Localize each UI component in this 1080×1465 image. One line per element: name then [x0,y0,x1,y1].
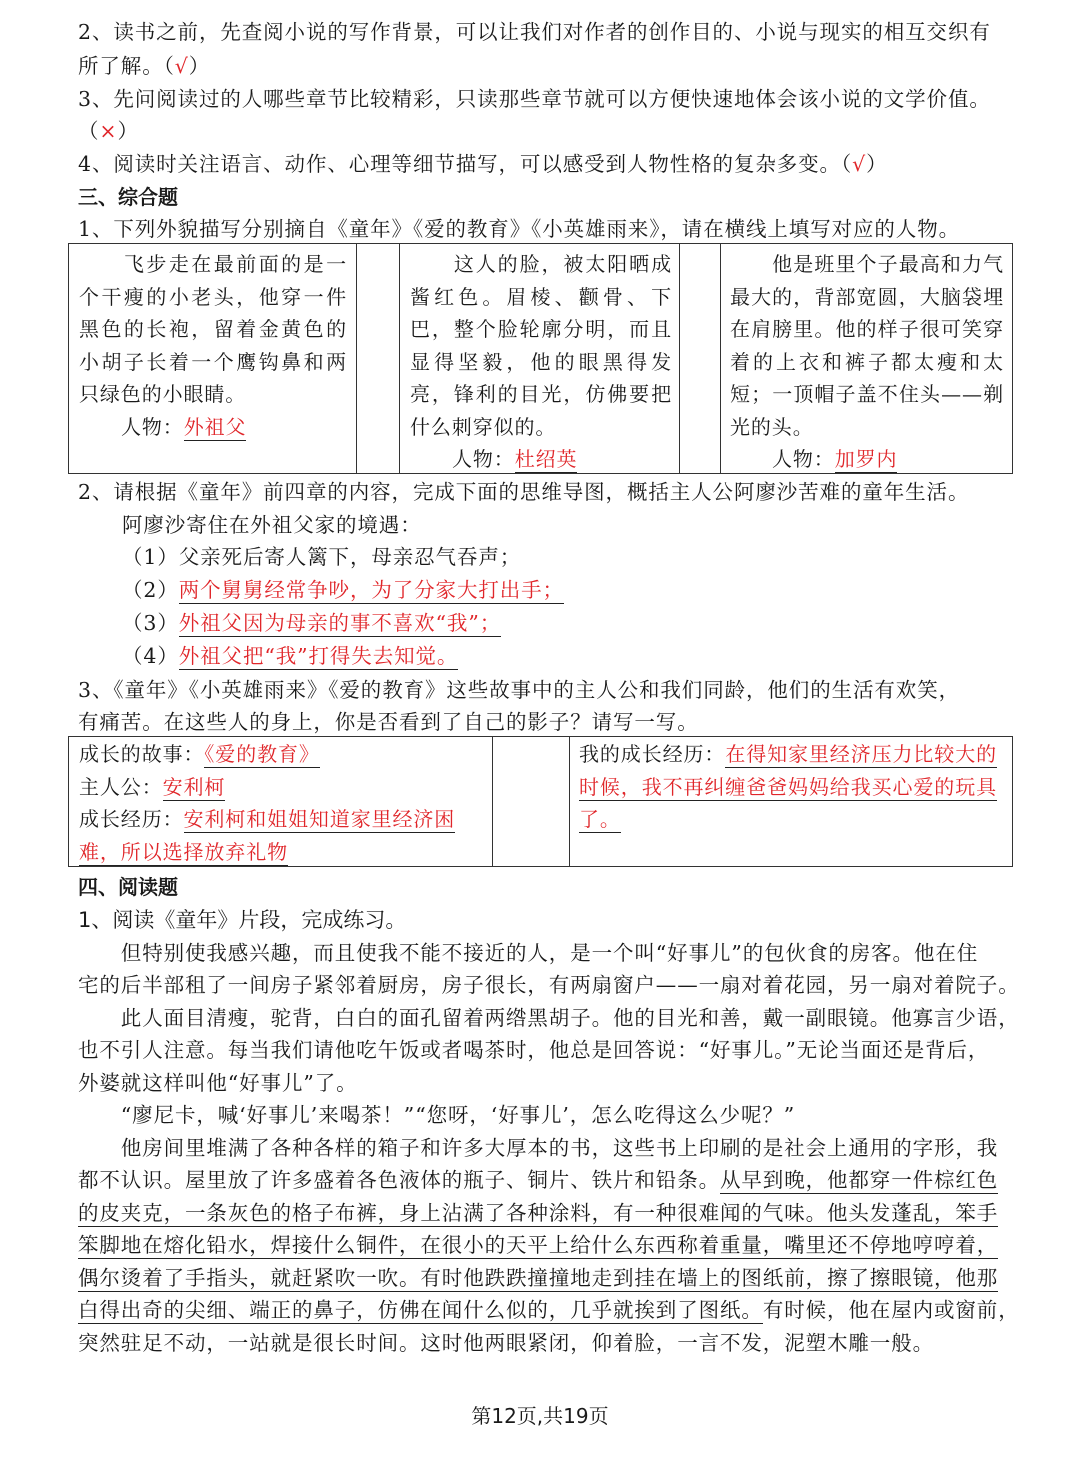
story-line [79,738,489,771]
growth-story-cell [79,738,489,868]
mindmap-item-3 [122,607,1052,639]
reading-para4-line6 [78,1294,1020,1326]
story-answer: 《爱的教育》 [204,742,320,766]
character-label: 人物： [772,447,835,471]
my-growth-line-1 [579,738,1007,771]
mindmap-item-answer: 外祖父把“我”打得失去知觉。 [178,644,459,668]
reading-text: 都不认识。屋里放了许多盛着各色液体的瓶子、铜片、铁片和铅条。 [78,1168,720,1192]
appearance-cell-2 [410,248,672,476]
reading-para4-line1: 他房间里堆满了各种各样的箱子和许多大厚本的书，这些书上印刷的是社会上通用的字形，我 [78,1136,999,1160]
mindmap-item-2 [122,574,1052,606]
reading-text: 有时候，他在屋内或窗前， [762,1298,1020,1322]
wrong-mark: × [99,119,118,143]
underlined-passage: 笨脚地在熔化铅水，焊接什么铜件，在很小的天平上给什么东西称着重量，嘴里还不停地哼哼着， [78,1233,999,1257]
experience-answer: 安利柯和姐姐知道家里经济困 [183,807,456,831]
my-growth-answer-end: 了。 [579,807,621,831]
reading-para4-line3 [78,1197,1008,1229]
correct-mark: √ [852,152,867,176]
underlined-passage: 白得出奇的尖细、端正的鼻子，仿佛在闻什么似的，几乎就挨到了图纸。 [78,1298,763,1322]
judgement-item-3-line1: 3、先问阅读过的人哪些章节比较精彩，只读那些章节就可以方便快速地体会该小说的文学价值。 [78,87,991,111]
section3-question-3-line2: 有痛苦。在这些人的身上，你是否看到了自己的影子？请写一写。 [78,710,699,734]
experience-label: 成长经历： [79,807,184,831]
reading-question-1: 1、阅读《童年》片段，完成练习。 [78,908,407,932]
reading-para4-line2 [78,1164,1008,1196]
mindmap-item-number: （4） [122,644,179,668]
page-number: 第12页,共19页 [471,1404,609,1428]
experience-line [79,803,489,836]
reading-para1-line2: 宅的后半部租了一间房子紧邻着厨房，房子很长，有两扇窗户——一扇对着花园，另一扇对着院子。 [78,973,1020,997]
mindmap-item-number: （3） [122,611,179,635]
character-answer-3: 加罗内 [834,447,898,471]
section3-question-1: 1、下列外貌描写分别摘自《童年》《爱的教育》《小英雄雨来》，请在横线上填写对应的人物。 [78,217,960,241]
underlined-passage: 的皮夹克，一条灰色的格子布裤，身上沾满了各种涂料，有一种很难闻的气味。 [78,1201,827,1225]
character-label: 人物： [121,414,184,439]
table-divider [569,737,570,866]
experience-answer-continued: 难，所以选择放弃礼物 [79,839,288,864]
underlined-passage: 他头发蓬乱，笨手 [827,1201,999,1225]
section3-question-3-line1: 3、《童年》《小英雄雨来》《爱的教育》这些故事中的主人公和我们同龄，他们的生活有欢笑， [78,678,960,702]
judgement-item-3-line2: （×） [78,119,139,143]
reading-para2-line3: 外婆就这样叫他“好事儿”了。 [78,1071,358,1095]
appearance-cell-1 [79,248,347,443]
section-title-reading: 四、阅读题 [78,875,178,899]
character-answer-1: 外祖父 [183,414,247,439]
hero-line [79,771,489,804]
section3-question-2: 2、请根据《童年》前四章的内容，完成下面的思维导图，概括主人公阿廖沙苦难的童年生活。 [78,480,970,504]
mindmap-item-number: （2） [122,578,179,602]
my-growth-cell [579,738,1007,836]
table-divider [356,244,357,473]
table-divider [492,737,493,866]
judgement-item-2-line1: 2、读书之前，先查阅小说的写作背景，可以让我们对作者的创作目的、小说与现实的相互交织有 [78,20,991,44]
my-growth-answer: 在得知家里经济压力比较大的 [725,742,998,766]
character-line-2 [410,443,672,476]
my-growth-line-2 [579,771,1007,804]
table-divider [399,244,400,473]
appearance-text-2: 这人的脸，被太阳晒成酱红色。眉棱、颧骨、下巴，整个脸轮廓分明，而且显得坚毅，他的眼黑得发亮，锋利的目光，仿佛要把什么刺穿似的。 [410,252,672,439]
reading-para4-line5 [78,1262,1008,1294]
character-answer-2: 杜绍英 [514,447,578,471]
character-label: 人物： [452,447,515,471]
section-title-comprehensive: 三、综合题 [78,185,178,209]
my-growth-line-3 [579,803,1007,836]
appearance-text-3: 他是班里个子最高和力气最大的，背部宽圆，大脑袋埋在肩膀里。他的样子很可笑穿着的上衣和裤子都太瘦和太短；一顶帽子盖不住头——剃光的头。 [730,252,1004,439]
growth-table [68,736,1013,867]
appearance-cell-3 [730,248,1004,476]
appearance-table [68,243,1013,474]
table-divider [679,244,680,473]
reading-para2-line1: 此人面目清瘦，驼背，白白的面孔留着两绺黑胡子。他的目光和善，戴一副眼镜。他寡言少语， [78,1006,1020,1030]
my-growth-answer-continued: 时候，我不再纠缠爸爸妈妈给我买心爱的玩具 [579,774,997,799]
experience-line-2 [79,836,489,869]
appearance-text-1: 飞步走在最前面的是一个干瘦的小老头，他穿一件黑色的长袍，留着金黄色的小胡子长着一个鹰钩鼻和两只绿色的小眼睛。 [79,252,347,406]
judgement-item-2-text: 所了解。（ [78,54,175,78]
mindmap-item-answer: 外祖父因为母亲的事不喜欢“我”； [178,611,502,635]
mindmap-item-answer: 两个舅舅经常争吵，为了分家大打出手； [178,578,564,602]
hero-answer: 安利柯 [162,774,226,799]
reading-para2-line2: 也不引人注意。每当我们请他吃午饭或者喝茶时，他总是回答说：“好事儿。”无论当面还是背后， [78,1038,990,1062]
reading-para1-line1: 但特别使我感兴趣，而且使我不能不接近的人，是一个叫“好事儿”的包伙食的房客。他在住 [78,941,979,965]
reading-para3: “廖尼卡，喊‘好事儿’来喝茶！”“您呀，‘好事儿’，怎么吃得这么少呢？” [78,1103,796,1127]
judgement-item-4: 4、阅读时关注语言、动作、心理等细节描写，可以感受到人物性格的复杂多变。（√） [78,152,888,176]
judgement-item-4-text: 4、阅读时关注语言、动作、心理等细节描写，可以感受到人物性格的复杂多变。（ [78,152,853,176]
reading-para4-line4 [78,1229,1008,1261]
mindmap-heading: 阿廖沙寄住在外祖父家的境遇： [122,513,422,537]
character-line-3 [730,443,1004,476]
judgement-item-2-line2: 所了解。（√） [78,54,211,78]
mindmap-item-text: 父亲死后寄人篱下，母亲忍气吞声； [178,545,522,569]
mindmap-item-1 [122,541,1052,573]
reading-para4-line7: 突然驻足不动，一站就是很长时间。这时他两眼紧闭，仰着脸，一言不发，泥塑木雕一般。 [78,1331,934,1355]
correct-mark: √ [174,54,189,78]
underlined-passage: 偶尔烫着了手指头，就赶紧吹一吹。有时他跌跌撞撞地走到挂在墙上的图纸前，擦了擦眼镜，他那 [78,1266,999,1290]
mindmap-item-4 [122,640,1052,672]
story-label: 成长的故事： [79,742,205,766]
table-divider [720,244,721,473]
mindmap-item-number: （1） [122,545,179,569]
character-line-1 [79,411,347,444]
my-growth-label: 我的成长经历： [579,742,726,766]
hero-label: 主人公： [79,774,163,799]
underlined-passage: 从早到晚，他都穿一件棕红色 [720,1168,999,1192]
